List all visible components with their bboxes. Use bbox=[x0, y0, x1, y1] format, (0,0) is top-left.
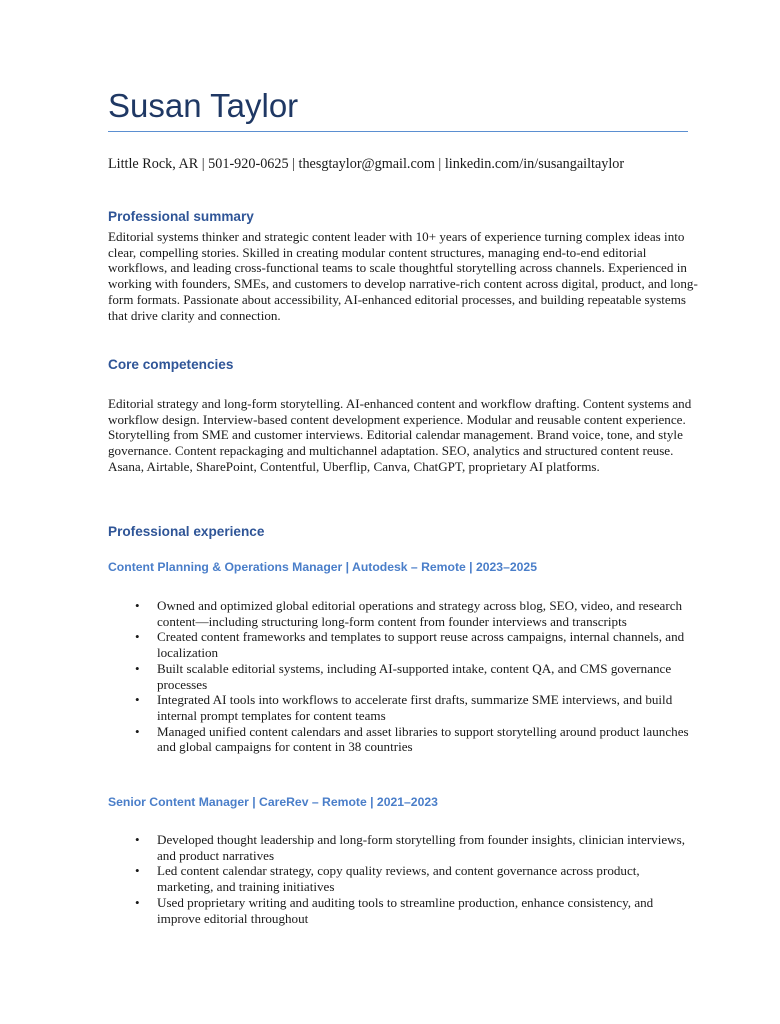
bullet-text: Built scalable editorial systems, including AI-supported intake, content QA, and CMS governance processes bbox=[157, 660, 672, 692]
list-item bbox=[108, 661, 693, 692]
competencies-text: Editorial strategy and long-form storytelling. AI-enhanced content and workflow drafting. Content systems and workflow design. Interview-based content development experience. Modular and reusable content experience. Storytelling from SME and customer interviews. Editorial calendar management. Brand voice, tone, and style governance. Content repackaging and multichannel adaptation. SEO, analytics and structured content reuse. Asana, Airtable, SharePoint, Contentful, Uberflip, Canva, ChatGPT, proprietary AI platforms. bbox=[108, 396, 692, 474]
list-item bbox=[108, 895, 693, 926]
contact-line: Little Rock, AR | 501-920-0625 | thesgtaylor@gmail.com | linkedin.com/in/susangailtaylor bbox=[108, 156, 625, 172]
section-heading-summary: Professional summary bbox=[108, 209, 254, 224]
bullet-text: Led content calendar strategy, copy quality reviews, and content governance across product, marketing, and training initiatives bbox=[157, 863, 640, 895]
bullet-icon: • bbox=[135, 660, 140, 676]
bullet-icon: • bbox=[135, 692, 140, 708]
job-title-autodesk: Content Planning & Operations Manager | Autodesk – Remote | 2023–2025 bbox=[108, 560, 537, 574]
bullet-icon: • bbox=[135, 723, 140, 739]
bullet-icon: • bbox=[135, 629, 140, 645]
job-bullets-autodesk bbox=[108, 598, 693, 755]
list-item bbox=[108, 724, 693, 755]
bullet-text: Used proprietary writing and auditing tools to streamline production, enhance consistency, and improve editorial throughout bbox=[157, 894, 654, 926]
bullet-icon: • bbox=[135, 598, 140, 613]
bullet-text: Managed unified content calendars and asset libraries to support storytelling around product launches and global campaigns for content in 38 countries bbox=[157, 723, 689, 755]
candidate-name: Susan Taylor bbox=[108, 87, 299, 124]
list-item bbox=[108, 692, 693, 723]
bullet-icon: • bbox=[135, 832, 140, 847]
name-divider bbox=[108, 131, 688, 132]
list-item bbox=[108, 863, 693, 894]
bullet-text: Created content frameworks and templates to support reuse across campaigns, internal channels, and localization bbox=[157, 629, 685, 661]
job-title-carerev: Senior Content Manager | CareRev – Remote | 2021–2023 bbox=[108, 795, 438, 809]
section-heading-experience: Professional experience bbox=[108, 524, 265, 539]
summary-text: Editorial systems thinker and strategic content leader with 10+ years of experience turning complex ideas into clear, compelling stories. Skilled in creating modular content structures, managing end-to-end editorial workflows, and leading cross-functional teams to scale thoughtful storytelling across channels. Experienced in working with founders, SMEs, and customers to develop narrative-rich content across digital, product, and long-form formats. Passionate about accessibility, AI-enhanced editorial processes, and building repeatable systems that drive clarity and connection. bbox=[108, 229, 698, 323]
list-item bbox=[108, 598, 693, 629]
list-item bbox=[108, 629, 693, 660]
section-heading-competencies: Core competencies bbox=[108, 357, 234, 372]
list-item bbox=[108, 832, 693, 863]
bullet-text: Integrated AI tools into workflows to accelerate first drafts, summarize SME interviews, and build internal prompt templates for content teams bbox=[157, 692, 673, 723]
bullet-text: Owned and optimized global editorial operations and strategy across blog, SEO, video, and research content—including structuring long-form content from founder interviews and transcripts bbox=[157, 598, 683, 629]
job-bullets-carerev bbox=[108, 832, 693, 926]
bullet-icon: • bbox=[135, 894, 140, 910]
bullet-text: Developed thought leadership and long-form storytelling from founder insights, clinician interviews, and product narratives bbox=[157, 832, 685, 863]
bullet-icon: • bbox=[135, 863, 140, 879]
